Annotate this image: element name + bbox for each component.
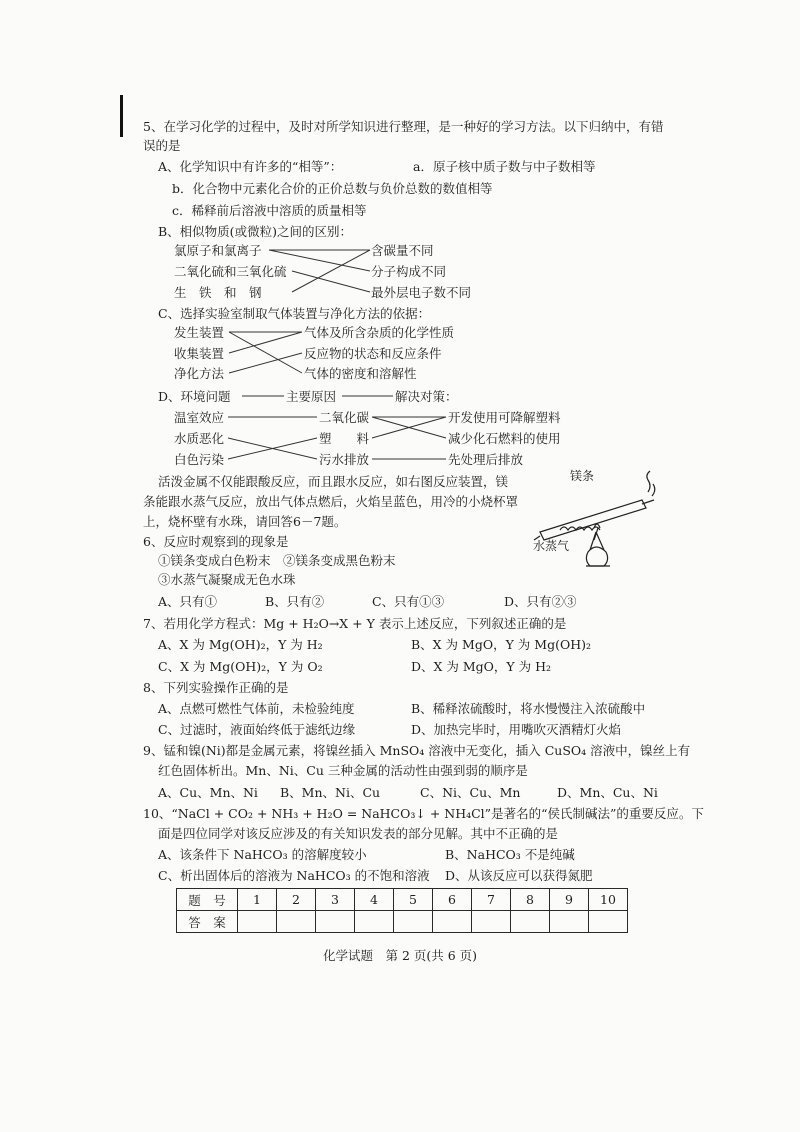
answer-cell[interactable] bbox=[472, 911, 511, 933]
answer-table-answer-row bbox=[177, 911, 628, 933]
answer-cell[interactable] bbox=[433, 911, 472, 933]
q5-optionD-mid-2: 塑 料 bbox=[319, 431, 370, 446]
question-number-cell: 7 bbox=[472, 889, 511, 911]
q8-optionC: C、过滤时，液面始终低于滤纸边缘 bbox=[158, 722, 356, 737]
q10-optionD: D、从该反应可以获得氮肥 bbox=[445, 868, 593, 883]
q5-optionD-head: D、环境问题 bbox=[158, 389, 231, 404]
q5-optionA-a: a．原子核中质子数与中子数相等 bbox=[413, 159, 596, 174]
row-label-question-number: 题 号 bbox=[177, 889, 238, 911]
q10-optionB: B、NaHCO₃ 不是纯碱 bbox=[445, 847, 575, 862]
answer-cell[interactable] bbox=[589, 911, 628, 933]
question-number-cell: 1 bbox=[238, 889, 277, 911]
q6-optionA: A、只有① bbox=[158, 594, 218, 609]
q5-optionC-left-2: 收集装置 bbox=[174, 346, 225, 361]
intro-line1: 活泼金属不仅能跟酸反应，而且跟水反应，如右图反应装置，镁 bbox=[158, 474, 509, 489]
q5-optionB-right-1: 含碳量不同 bbox=[371, 243, 434, 258]
q5-optionC-right-2: 反应物的状态和反应条件 bbox=[304, 346, 442, 361]
q5-optionD-left-3: 白色污染 bbox=[174, 452, 225, 467]
q10-optionA: A、该条件下 NaHCO₃ 的溶解度较小 bbox=[158, 847, 367, 862]
q5-optionD-right-3: 先处理后排放 bbox=[448, 452, 524, 467]
q10-stem-line2: 面是四位同学对该反应涉及的有关知识发表的部分见解。其中不正确的是 bbox=[158, 826, 559, 841]
q7-optionA: A、X 为 Mg(OH)₂，Y 为 H₂ bbox=[158, 637, 323, 652]
question-number-cell: 3 bbox=[316, 889, 355, 911]
q6-optionC: C、只有①③ bbox=[372, 594, 445, 609]
q5-optionC-head: C、选择实验室制取气体装置与净化方法的依据： bbox=[158, 306, 431, 321]
q5-optionA-b: b．化合物中元素化合价的正价总数与负价总数的数值相等 bbox=[172, 181, 493, 196]
q5-optionC-left-3: 净化方法 bbox=[174, 366, 225, 381]
q5-optionA-c: c．稀释前后溶液中溶质的质量相等 bbox=[172, 203, 367, 218]
answer-cell[interactable] bbox=[394, 911, 433, 933]
answer-cell[interactable] bbox=[316, 911, 355, 933]
answer-cell[interactable] bbox=[355, 911, 394, 933]
q5-optionB-left-3: 生 铁 和 钢 bbox=[174, 285, 262, 300]
q5-optionC-right-3: 气体的密度和溶解性 bbox=[304, 366, 417, 381]
q5-optionC-right-1: 气体及所含杂质的化学性质 bbox=[304, 325, 455, 340]
answer-cell[interactable] bbox=[550, 911, 589, 933]
figure-label-magnesium: 镁条 bbox=[570, 469, 595, 483]
q5-optionD-left-1: 温室效应 bbox=[174, 410, 225, 425]
question-number-cell: 9 bbox=[550, 889, 589, 911]
q9-optionA: A、Cu、Mn、Ni bbox=[158, 785, 258, 800]
q9-optionB: B、Mn、Ni、Cu bbox=[280, 785, 381, 800]
q5-optionD-right-head: 解决对策： bbox=[395, 389, 458, 404]
q5-optionD-mid-1: 二氧化碳 bbox=[319, 410, 370, 425]
q6-statement-3: ③水蒸气凝聚成无色水珠 bbox=[158, 572, 296, 587]
figure-label-steam: 水蒸气 bbox=[533, 539, 570, 553]
q7-stem: 7、若用化学方程式：Mg + H₂O→X + Y 表示上述反应，下列叙述正确的是 bbox=[143, 616, 567, 631]
q5-optionB-right-3: 最外层电子数不同 bbox=[371, 285, 472, 300]
q9-optionC: C、Ni、Cu、Mn bbox=[420, 785, 521, 800]
q6-optionB: B、只有② bbox=[265, 594, 325, 609]
q5-optionB-left-2: 二氧化硫和三氧化硫 bbox=[174, 264, 287, 279]
page-footer: 化学试题 第 2 页(共 6 页) bbox=[322, 948, 478, 963]
question-number-cell: 5 bbox=[394, 889, 433, 911]
page-spine-mark bbox=[120, 95, 123, 137]
intro-line2: 条能跟水蒸气反应，放出气体点燃后，火焰呈蓝色，用冷的小烧杯罩 bbox=[143, 494, 519, 509]
q10-optionC: C、析出固体后的溶液为 NaHCO₃ 的不饱和溶液 bbox=[158, 868, 430, 883]
q7-optionC: C、X 为 Mg(OH)₂，Y 为 O₂ bbox=[158, 659, 323, 674]
q5-optionD-mid-head: 主要原因 bbox=[286, 389, 337, 404]
answer-table-number-row bbox=[177, 889, 628, 911]
q8-optionD: D、加热完毕时，用嘴吹灭酒精灯火焰 bbox=[411, 722, 622, 737]
question-number-cell: 8 bbox=[511, 889, 550, 911]
q9-stem-line2: 红色固体析出。Mn、Ni、Cu 三种金属的活动性由强到弱的顺序是 bbox=[158, 763, 528, 778]
question-number-cell: 4 bbox=[355, 889, 394, 911]
answer-table bbox=[176, 888, 628, 933]
q8-stem: 8、下列实验操作正确的是 bbox=[143, 680, 289, 695]
q7-optionD: D、X 为 MgO，Y 为 H₂ bbox=[411, 659, 552, 674]
q9-optionD: D、Mn、Cu、Ni bbox=[557, 785, 658, 800]
q8-optionB: B、稀释浓硫酸时，将水慢慢注入浓硫酸中 bbox=[411, 701, 646, 716]
q5-optionD-right-1: 开发使用可降解塑料 bbox=[448, 410, 561, 425]
answer-cell[interactable] bbox=[277, 911, 316, 933]
q5-stem-line2: 误的是 bbox=[143, 138, 181, 153]
q5-optionC-left-1: 发生装置 bbox=[174, 325, 225, 340]
q5-optionD-left-2: 水质恶化 bbox=[174, 431, 225, 446]
question-number-cell: 10 bbox=[589, 889, 628, 911]
question-number-cell: 6 bbox=[433, 889, 472, 911]
q10-stem-line1: 10、“NaCl + CO₂ + NH₃ + H₂O = NaHCO₃↓ + NH₄Cl”是著名的“侯氏制碱法”的重要反应。下 bbox=[143, 806, 704, 821]
q5-optionB-right-2: 分子构成不同 bbox=[371, 264, 447, 279]
answer-cell[interactable] bbox=[238, 911, 277, 933]
q6-stem: 6、反应时观察到的现象是 bbox=[143, 534, 289, 549]
q5-optionD-mid-3: 污水排放 bbox=[319, 452, 370, 467]
q9-stem-line1: 9、锰和镍(Ni)都是金属元素，将镍丝插入 MnSO₄ 溶液中无变化，插入 CuSO₄ 溶液中，镍丝上有 bbox=[143, 743, 691, 758]
q6-optionD: D、只有②③ bbox=[504, 594, 577, 609]
question-number-cell: 2 bbox=[277, 889, 316, 911]
q5-optionB-left-1: 氯原子和氯离子 bbox=[174, 243, 262, 258]
q8-optionA: A、点燃可燃性气体前，未检验纯度 bbox=[158, 701, 355, 716]
q7-optionB: B、X 为 MgO，Y 为 Mg(OH)₂ bbox=[411, 637, 591, 652]
magnesium-steam-apparatus-figure bbox=[530, 470, 660, 575]
row-label-answer: 答 案 bbox=[177, 911, 238, 933]
q6-statement-1-2: ①镁条变成白色粉末 ②镁条变成黑色粉末 bbox=[158, 553, 396, 568]
q5-optionD-right-2: 减少化石燃料的使用 bbox=[448, 431, 561, 446]
q5-optionA-head: A、化学知识中有许多的“相等”： bbox=[158, 159, 343, 174]
q5-stem-line1: 5、在学习化学的过程中，及时对所学知识进行整理，是一种好的学习方法。以下归纳中，有错 bbox=[143, 119, 664, 134]
intro-line3: 上，烧杯壁有水珠，请回答6－7题。 bbox=[143, 514, 347, 529]
answer-cell[interactable] bbox=[511, 911, 550, 933]
q5-optionB-head: B、相似物质(或微粒)之间的区别： bbox=[158, 224, 352, 239]
